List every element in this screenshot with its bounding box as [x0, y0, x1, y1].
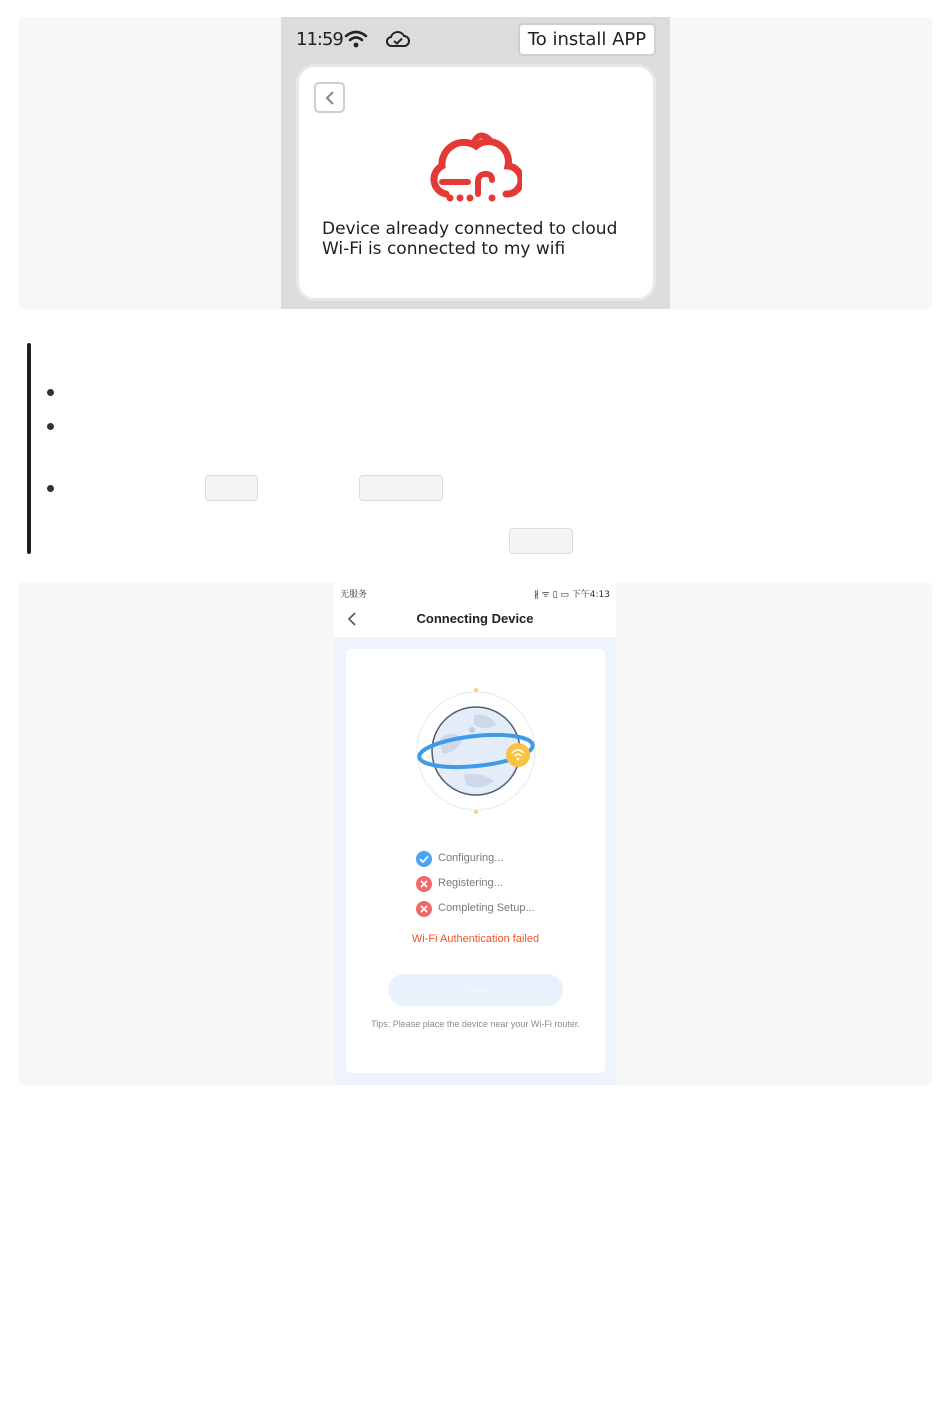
device-screen	[281, 17, 670, 309]
nav-bar	[334, 602, 616, 637]
list-bullet	[47, 389, 54, 396]
back-button[interactable]	[314, 82, 345, 113]
carrier-label: 无服务	[340, 590, 368, 600]
error-circle-icon	[416, 901, 432, 917]
connection-card	[346, 649, 605, 1073]
wifi-icon	[344, 29, 368, 49]
install-app-button[interactable]: To install APP	[518, 23, 656, 56]
step-label: Registering...	[438, 877, 503, 889]
list-bullet	[47, 485, 54, 492]
next-button[interactable]: Next	[388, 974, 563, 1006]
chevron-left-icon	[324, 90, 336, 106]
inline-code-chip	[359, 475, 443, 501]
device-message-line: Wi-Fi is connected to my wifi	[322, 239, 566, 259]
check-circle-icon	[416, 851, 432, 867]
cloud-check-icon	[386, 30, 410, 48]
list-bullet	[47, 423, 54, 430]
inline-code-chip	[205, 475, 258, 501]
step-label: Completing Setup...	[438, 902, 535, 914]
device-time: 11:59	[296, 29, 343, 50]
phone-status-bar	[334, 582, 616, 602]
error-circle-icon	[416, 876, 432, 892]
inline-code-chip	[509, 528, 573, 554]
device-screenshot-figure	[18, 17, 932, 309]
cloud-logo-icon	[428, 132, 522, 210]
page-title: Connecting Device	[416, 611, 534, 626]
device-message-line: Device already connected to cloud	[322, 219, 618, 239]
device-status-bar	[281, 17, 670, 61]
blockquote-bar	[27, 343, 31, 554]
step-label: Configuring...	[438, 852, 504, 864]
tips-text: Tips: Please place the device near your Wi-Fi router.	[371, 1019, 580, 1029]
error-message: Wi-Fi Authentication failed	[411, 933, 540, 945]
device-card	[299, 67, 653, 298]
status-icons-time: ∦ ᯤ ▯ ▭ 下午4:13	[534, 590, 610, 600]
phone-screen	[334, 582, 616, 1085]
globe-illustration-icon	[414, 685, 538, 815]
phone-screenshot-figure	[18, 582, 932, 1085]
